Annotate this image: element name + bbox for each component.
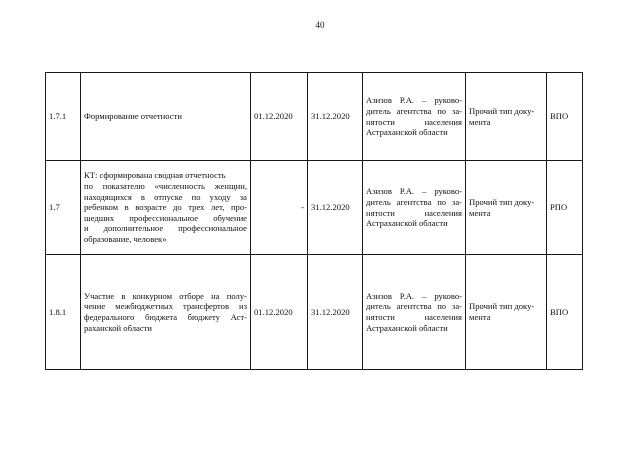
row-doc-type: Прочий тип доку- мента <box>466 255 547 370</box>
table-row <box>46 73 583 161</box>
row-number: 1.7 <box>46 161 81 255</box>
row-end-date: 31.12.2020 <box>308 255 363 370</box>
row-responsible: Азизов Р.А. – руково- дитель агентства по за- нятости населения Астраханской области <box>363 161 466 255</box>
row-doc-type: Прочий тип доку- мента <box>466 73 547 161</box>
row-description: Участие в конкурном отборе на полу- чение межбюджетных трансфертов из федерального бюджета бюджету Аст- раханской области <box>81 255 251 370</box>
row-start-date: 01.12.2020 <box>251 73 308 161</box>
row-number: 1.8.1 <box>46 255 81 370</box>
table-row <box>46 161 583 255</box>
row-start-date: 01.12.2020 <box>251 255 308 370</box>
row-end-date: 31.12.2020 <box>308 161 363 255</box>
row-code: ВПО <box>547 73 583 161</box>
row-code: ВПО <box>547 255 583 370</box>
row-start-date: - <box>251 161 308 255</box>
row-doc-type: Прочий тип доку- мента <box>466 161 547 255</box>
table-row <box>46 255 583 370</box>
row-description: КТ: сформирована сводная отчетность по показателю «численность женщин, находящихся в отпуске по уходу за ребенком в возрасте до трех лет, про- шедших профессиональное обучение и дополнительное профессиональное образование, человек» <box>81 161 251 255</box>
row-responsible: Азизов Р.А. – руково- дитель агентства по за- нятости населения Астраханской области <box>363 73 466 161</box>
plan-table <box>45 72 583 370</box>
row-end-date: 31.12.2020 <box>308 73 363 161</box>
row-code: РПО <box>547 161 583 255</box>
page-number: 40 <box>315 20 325 30</box>
row-description: Формирование отчетности <box>81 73 251 161</box>
row-responsible: Азизов Р.А. – руково- дитель агентства по за- нятости населения Астраханской области <box>363 255 466 370</box>
row-number: 1.7.1 <box>46 73 81 161</box>
